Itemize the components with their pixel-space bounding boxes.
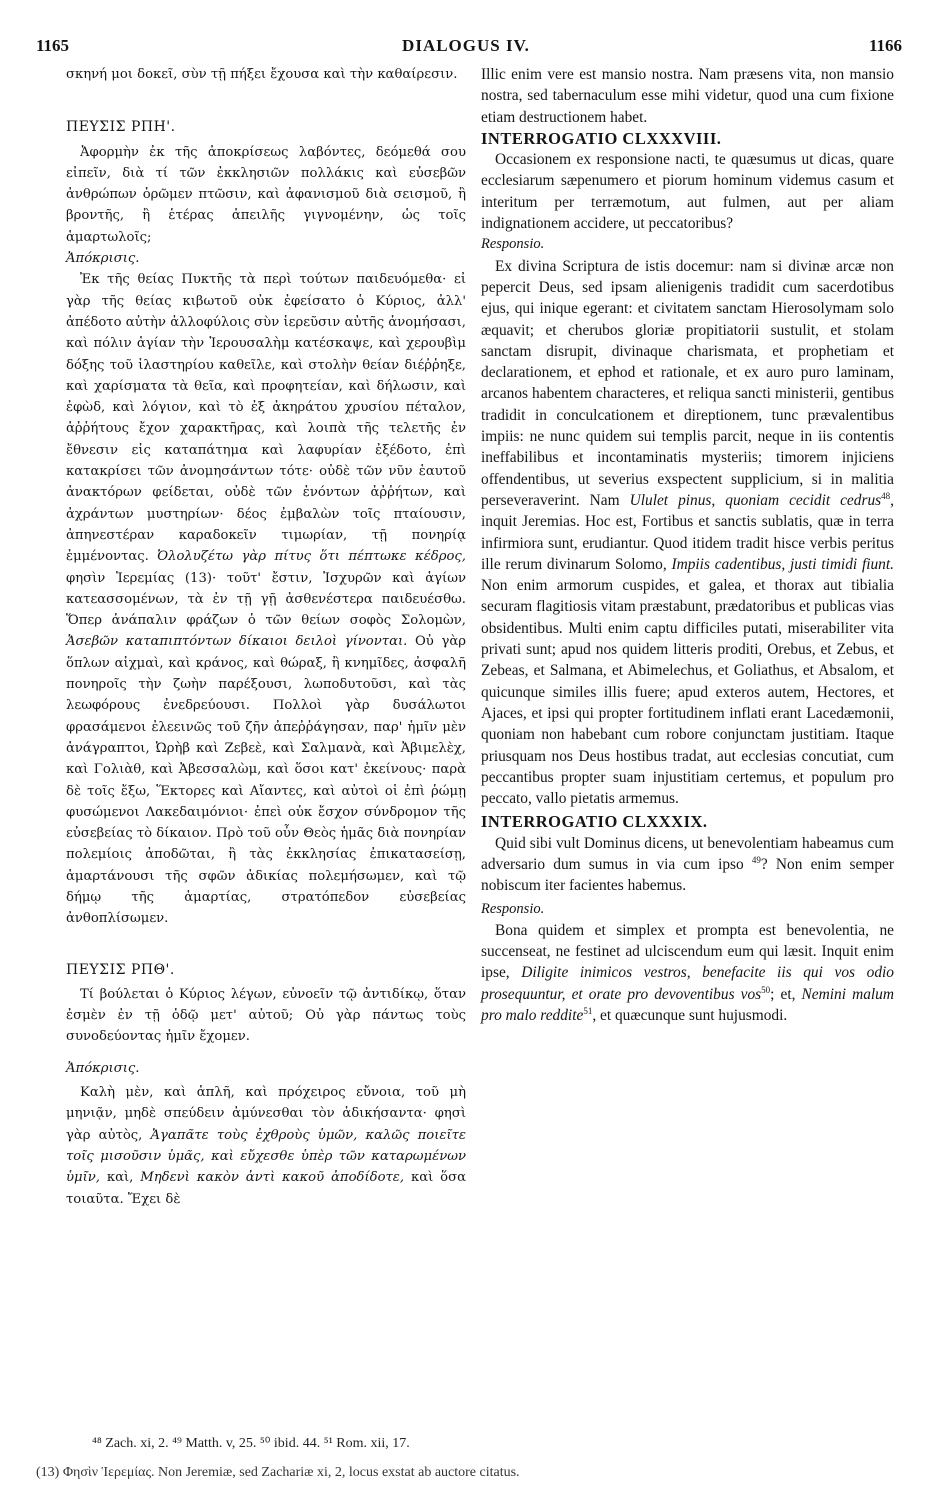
greek-question-188-text: Ἀφορμὴν ἐκ τῆς ἀποκρίσεως λαβόντες, δεόμεθά σου εἰπεῖν, διὰ τί τῶν ἐκκλησιῶν πολλάκις καὶ εὐσεβῶν ἀνθρώπων ὁρῶμεν πτῶσιν, καὶ ἀφανισμοῦ διὰ σεισμοῦ, ἢ βροντῆς, ἢ ἑτέρας ἀπειλῆς γιγνομένην, ὡς τοῖς ἁμαρτωλοῖς;	[66, 144, 466, 245]
greek-answer-part: Ἐκ τῆς θείας Πυκτῆς τὰ περὶ τούτων παιδευόμεθα· εἰ γὰρ τῆς θείας κιβωτοῦ οὐκ ἐφείσατο ὁ Κύριος, ἀλλ' ἀπέδοτο αὐτὴν ἀλλοφύλοις σὺν ἱερεῦσιν αὐτῆς ἀνομήσασι, καὶ πόλιν ἁγίαν τὴν Ἱερουσαλὴμ κατέσκαψε, καὶ χερουβὶμ δόξης τοῦ ἱλαστηρίου καθεῖλε, καὶ στολὴν θείαν διέῤῥηξε, καὶ χαρίσματα τὰ θεῖα, καὶ προφητείαν, καὶ δήλωσιν, καὶ ἐφὼδ, καὶ λόγιον, καὶ τὸ ἐξ ἀκηράτου χρυσίου πέταλον, ἀῤῥήτους ἔχον χαρακτῆρας, καὶ λοιπὰ τῆς τελετῆς ἐν ἔθνεσιν εἰς καταπάτημα καὶ λαφυρίαν ἐξέδοτο, ἐπὶ κατακρίσει τῶν ἀνομησάντων τότε· οὐδὲ τῶν νῦν ἑαυτοῦ ἀνακτόρων φείδεται, οὐδὲ τῶν ἐνόντων ἀῤῥήτων, καὶ ἀχράντων μυστηρίων· δέος ἐμβαλὼν τοῖς πταίουσιν, ἀπηνεστέραν καραδοκεῖν τιμωρίαν, τῇ πονηρίᾳ ἐμμένοντας.	[66, 272, 466, 565]
greek-answer-part: φησὶν Ἱερεμίας (13)· τοῦτ' ἔστιν, Ἰσχυρῶν καὶ ἁγίων κατεασσομένων, τὰ ἐν τῇ γῇ ἀσθενέστερα παιδευέσθω. Ὅπερ ἀνάπαλιν φράζων ὁ τῶν θείων σοφὸς Σολομὼν,	[66, 570, 466, 629]
greek-response-189-text	[66, 1082, 466, 1210]
latin-quotation: Diligite inimicos vestros, benefacite iis qui vos odio prosequuntur, et orate pro devoventibus vos	[481, 964, 894, 1003]
latin-quotation: Impiis cadentibus, justi timidi fiunt.	[671, 555, 895, 573]
greek-quotation: Ὀλολυζέτω γὰρ πίτυς ὅτι πέπτωκε κέδρος,	[157, 549, 466, 565]
latin-question-188-text: Occasionem ex responsione nacti, te quæsumus ut dicas, quare ecclesiarum sæpenumero et piorum hominum videmus casum et interitum per terræmotum, aut fulmen, aut per aliam indignationem accidere, ut peccatoribus?	[481, 151, 894, 233]
page-number-right: 1166	[868, 36, 902, 55]
page-number-left: 1165	[36, 36, 70, 55]
latin-continuation: Illic enim vere est mansio nostra. Nam præsens vita, non mansio nostra, sed tabernaculum esse mihi videtur, quod una cum fixione etiam destructionem habet.	[481, 66, 894, 126]
scripture-footnotes: ⁴⁸ Zach. xi, 2. ⁴⁹ Matth. v, 25. ⁵⁰ ibid. 44. ⁵¹ Rom. xii, 17.	[92, 1436, 410, 1451]
greek-response-188-text	[66, 269, 466, 929]
greek-column	[66, 64, 466, 1210]
latin-response-label: Responsio.	[481, 900, 545, 917]
greek-answer-part: Οὐ γὰρ ὅπλων αἰχμαὶ, καὶ κράνος, καὶ θώραξ, ἢ κνημῖδες, ἀσφαλῆ πονηροῖς τὴν ζωὴν παρέξουσι, λωποδυτοῦσι, καὶ τὰς λεωφόρους ἐνεδρεύουσι. Πολλοὶ γὰρ δυσάλωτοι φρασάμενοι ἐλεεινῶς τοῦ ζῆν ἀπεῤῥάγησαν, παρ' ἡμῖν μὲν ἀνάγραπτοι, Ὠρὴβ καὶ Ζεβεὲ, καὶ Σαλμανὰ, καὶ Ἀβιμελὲχ, καὶ Γολιὰθ, καὶ Ἀβεσσαλὼμ, καὶ ὅσοι κατ' ἐκείνους· παρὰ δὲ τοῖς ἔξω, Ἕκτορες καὶ Αἴαντες, καὶ αὐτοὶ οἱ ἐπὶ ῥώμῃ φυσώμενοι Λακεδαιμόνιοι· ἐπεὶ οὐκ ἔσχον σύνδρομον τῆς εὐσεβείας τὸ δίκαιον. Πρὸ τοῦ οὖν Θεὸς ἡμᾶς διὰ πονηρίαν πολεμίοις ἀποδῶται, ἢ τὰς ἐκκλησίας ἐπικατασείσῃ, ἁμαρτάνουσι τῆς σφῶν ἀδικίας πολεμήσωμεν, καὶ τῷ δήμῳ τῆς ἁμαρτίας, στρατόπεδον εὐσεβείας ἀνθοπλίσωμεν.	[66, 634, 467, 927]
latin-quotation: Nemini malum pro malo reddite	[481, 985, 894, 1025]
latin-response-188-text	[481, 256, 894, 810]
latin-question-189-heading: INTERROGATIO CLXXXIX.	[481, 812, 708, 832]
latin-response-189-text	[481, 920, 894, 1026]
footnote-marker: 49	[751, 854, 761, 865]
latin-column	[481, 64, 894, 1026]
greek-answer-part: καὶ ὅσα τοιαῦτα. Ἔχει δὲ	[66, 1170, 466, 1207]
greek-quotation: Μηδενὶ κακὸν ἀντὶ κακοῦ ἀποδίδοτε,	[140, 1170, 405, 1186]
running-header	[30, 36, 902, 58]
latin-answer-part: Non enim armorum cuspides, et galea, et thorax aut tibialia securam flagitiosis vitam præstabunt, prædatoribus et publicas vias obsidentibus. Multi enim captu difficiles putati, miserabiliter vita privati sunt; apud nos quidem litteris proditi, Orebus, et Zebus, et Zebeas, et Salmana, et Abimelechus, et Goliathus, et Absalom, et quicunque similes illis fuere; apud exteros autem, Hectores, et Ajaces, et ipsi qui propter fortitudinem inflati erant Lacedæmonii, quoniam non habebant cum robore conjunctam justitiam. Itaque priusquam nos Deus hostibus tradat, aut ecclesias concutiat, cum peccantibus propter suam injustitiam certemus, et populum pro peccato, vallo pietatis armemus.	[481, 577, 894, 808]
latin-question-part: Quid sibi vult Dominus dicens, ut benevolentiam habeamus cum adversario dum sumus in via cum ipso	[481, 834, 894, 873]
latin-question-189-text	[481, 833, 894, 897]
latin-question-part: ? Non enim semper nobiscum iter facientes habemus.	[481, 855, 894, 895]
greek-answer-part: Καλὴ μὲν, καὶ ἁπλῆ, καὶ πρόχειρος εὔνοια, τοῦ μὴ μηνιᾷν, μηδὲ σπεύδειν ἀμύνεσθαι τὸν ἀδικήσαντα· φησὶ γὰρ αὐτὸς,	[66, 1085, 466, 1143]
latin-answer-part: ; et,	[770, 985, 796, 1003]
greek-response-label: Ἀπόκρισις.	[66, 251, 140, 267]
greek-quotation: Ἀσεβῶν καταπιπτόντων δίκαιοι δειλοὶ γίνονται.	[66, 634, 408, 650]
greek-question-189-heading: ΠΕΥΣΙΣ ΡΠΘ'.	[66, 961, 175, 978]
greek-question-189-text: Τί βούλεται ὁ Κύριος λέγων, εὐνοεῖν τῷ ἀντιδίκῳ, ὅταν ἐσμὲν ἐν τῇ ὁδῷ μετ' αὐτοῦ; Οὐ γὰρ πάντως τοὺς συνοδεύοντας ἡμῖν ἔχομεν.	[66, 986, 466, 1045]
greek-response-label: Ἀπόκρισις.	[66, 1060, 140, 1076]
latin-answer-part: Bona quidem et simplex et prompta est benevolentia, ne succenseat, ne festinet ad ulciscendum eum qui læsit. Inquit enim ipse,	[481, 921, 894, 982]
greek-answer-part: καὶ,	[106, 1170, 134, 1186]
latin-question-188-heading: INTERROGATIO CLXXXVIII.	[481, 128, 722, 148]
latin-response-label: Responsio.	[481, 236, 545, 253]
footnote-marker: 51	[583, 1005, 593, 1016]
latin-answer-part: , et quæcunque sunt hujusmodi.	[592, 1007, 788, 1025]
running-title: DIALOGUS IV.	[402, 36, 530, 55]
greek-continuation: σκηνή μοι δοκεῖ, σὺν τῇ πήξει ἔχουσα καὶ τὴν καθαίρεσιν.	[66, 67, 458, 82]
footnote-marker: 48	[881, 490, 891, 501]
latin-answer-part: , inquit Jeremias. Hoc est, Fortibus et sanctis sublatis, quæ in terra infirmiora sunt, erudiantur. Quod itidem tradit hisce verbis peritus ille rerum divinarum Solomo,	[481, 491, 894, 573]
greek-question-188-heading: ΠΕΥΣΙΣ ΡΠΗ'.	[66, 119, 176, 136]
latin-quotation: Ululet pinus, quoniam cecidit cedrus	[629, 491, 882, 509]
footnote-marker: 50	[761, 984, 771, 995]
editor-footnote: (13) Φησὶν Ἱερεμίας. Non Jeremiæ, sed Zachariæ xi, 2, locus exstat ab auctore citatus.	[36, 1465, 520, 1480]
greek-quotation: Ἀγαπᾶτε τοὺς ἐχθροὺς ὑμῶν, καλῶς ποιεῖτε τοῖς μισοῦσιν ὑμᾶς, καὶ εὔχεσθε ὑπὲρ τῶν καταρωμένων ὑμῖν,	[66, 1127, 467, 1186]
latin-answer-part: Ex divina Scriptura de istis docemur: nam si divinæ arcæ non pepercit Deus, sed ipsam alienigenis tradidit cum sacerdotibus ejus, qui inique egerant: et civitatem sanctam Hierosolymam solo æquavit; et cherubos gloriæ propitiatorii sustulit, et stolam sanctam disrupit, divinaque charismata, et prophetiam et declarationem, et ephod et rationale, et ex auro puro laminam, arcanos habentem characteres, et reliqua sancti ministerii, gentibus tradidit in conculcationem et direptionem, tunc prævalentibus impiis: ne nunc quidem sui templis parcit, neque in iis contentis ineffabilibus et incontaminatis mysteriis; timorem injiciens offendentibus, ut severius exspectent supplicium, si in malitia perseveraverint. Nam	[481, 257, 894, 509]
